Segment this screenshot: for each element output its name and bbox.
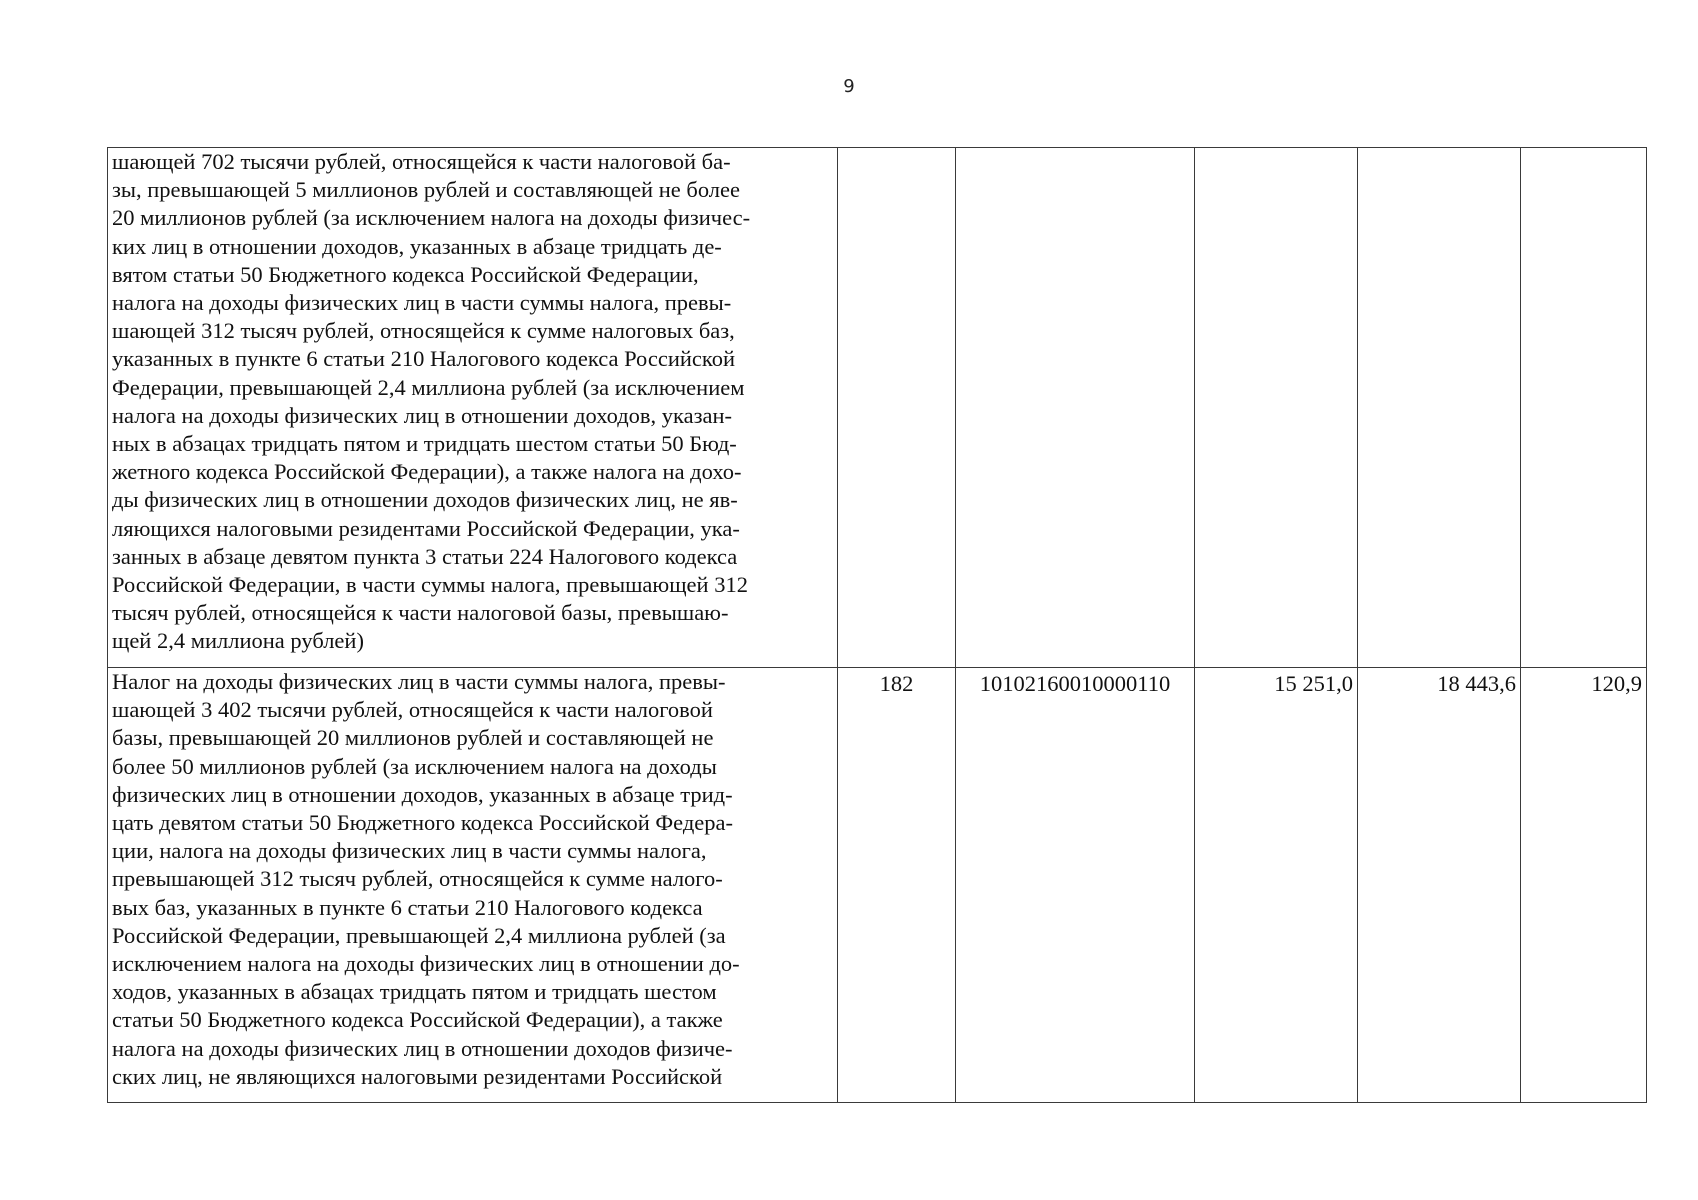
description-line: вых баз, указанных в пункте 6 статьи 210 Налогового кодекса bbox=[112, 894, 703, 920]
description-line: вятом статьи 50 Бюджетного кодекса Российской Федерации, bbox=[112, 261, 699, 287]
description-line: базы, превышающей 20 миллионов рублей и составляющей не bbox=[112, 725, 714, 751]
description-line: ды физических лиц в отношении доходов физических лиц, не яв- bbox=[112, 487, 738, 513]
description-line: ких лиц в отношении доходов, указанных в абзаце тридцать де- bbox=[112, 233, 722, 259]
revenue-table bbox=[107, 147, 1647, 1103]
description-line: Российской Федерации, в части суммы налога, превышающей 312 bbox=[112, 572, 748, 598]
kbk-code-cell bbox=[956, 148, 1195, 668]
description-line: ции, налога на доходы физических лиц в части суммы налога, bbox=[112, 838, 707, 864]
admin-code-cell: 182 bbox=[838, 668, 956, 1103]
value-2-cell: 18 443,6 bbox=[1358, 668, 1521, 1103]
percent-cell: 120,9 bbox=[1521, 668, 1647, 1103]
value-2-cell bbox=[1358, 148, 1521, 668]
description-line: налога на доходы физических лиц в отношении доходов физиче- bbox=[112, 1035, 733, 1061]
description-line: занных в абзаце девятом пункта 3 статьи 224 Налогового кодекса bbox=[112, 543, 738, 569]
admin-code-cell bbox=[838, 148, 956, 668]
description-line: статьи 50 Бюджетного кодекса Российской Федерации), а также bbox=[112, 1007, 723, 1033]
description-line: ских лиц, не являющихся налоговыми резидентами Российской bbox=[112, 1063, 723, 1089]
table-row bbox=[108, 668, 1647, 1103]
description-line: указанных в пункте 6 статьи 210 Налогового кодекса Российской bbox=[112, 346, 735, 372]
description-line: физических лиц в отношении доходов, указанных в абзаце трид- bbox=[112, 781, 733, 807]
description-cell bbox=[108, 668, 838, 1103]
description-line: 20 миллионов рублей (за исключением налога на доходы физичес- bbox=[112, 205, 751, 231]
description-line: Федерации, превышающей 2,4 миллиона рублей (за исключением bbox=[112, 374, 745, 400]
page-number: 9 bbox=[843, 76, 855, 97]
description-line: более 50 миллионов рублей (за исключением налога на доходы bbox=[112, 753, 717, 779]
description-line: налога на доходы физических лиц в части суммы налога, превы- bbox=[112, 290, 732, 316]
description-line: шающей 702 тысячи рублей, относящейся к части налоговой ба- bbox=[112, 149, 731, 174]
description-line: тысяч рублей, относящейся к части налоговой базы, превышаю- bbox=[112, 600, 729, 626]
description-line: Налог на доходы физических лиц в части суммы налога, превы- bbox=[112, 669, 726, 694]
value-1-cell: 15 251,0 bbox=[1195, 668, 1358, 1103]
description-line: жетного кодекса Российской Федерации), а также налога на дохо- bbox=[112, 459, 742, 485]
description-line: зы, превышающей 5 миллионов рублей и составляющей не более bbox=[112, 177, 740, 203]
description-line: налога на доходы физических лиц в отношении доходов, указан- bbox=[112, 402, 733, 428]
description-line: ляющихся налоговыми резидентами Российской Федерации, ука- bbox=[112, 515, 740, 541]
description-line: исключением налога на доходы физических лиц в отношении до- bbox=[112, 951, 740, 977]
description-line: шающей 3 402 тысячи рублей, относящейся к части налоговой bbox=[112, 697, 713, 723]
description-line: ходов, указанных в абзацах тридцать пятом и тридцать шестом bbox=[112, 979, 717, 1005]
description-line: цать девятом статьи 50 Бюджетного кодекса Российской Федера- bbox=[112, 810, 734, 836]
description-cell bbox=[108, 148, 838, 668]
kbk-code-cell: 10102160010000110 bbox=[956, 668, 1195, 1103]
description-line: ных в абзацах тридцать пятом и тридцать шестом статьи 50 Бюд- bbox=[112, 431, 737, 457]
description-line: превышающей 312 тысяч рублей, относящейся к сумме налого- bbox=[112, 866, 723, 892]
percent-cell bbox=[1521, 148, 1647, 668]
value-1-cell bbox=[1195, 148, 1358, 668]
description-line: щей 2,4 миллиона рублей) bbox=[112, 628, 364, 654]
table-row bbox=[108, 148, 1647, 668]
description-line: шающей 312 тысяч рублей, относящейся к сумме налоговых баз, bbox=[112, 318, 735, 344]
description-line: Российской Федерации, превышающей 2,4 миллиона рублей (за bbox=[112, 922, 726, 948]
